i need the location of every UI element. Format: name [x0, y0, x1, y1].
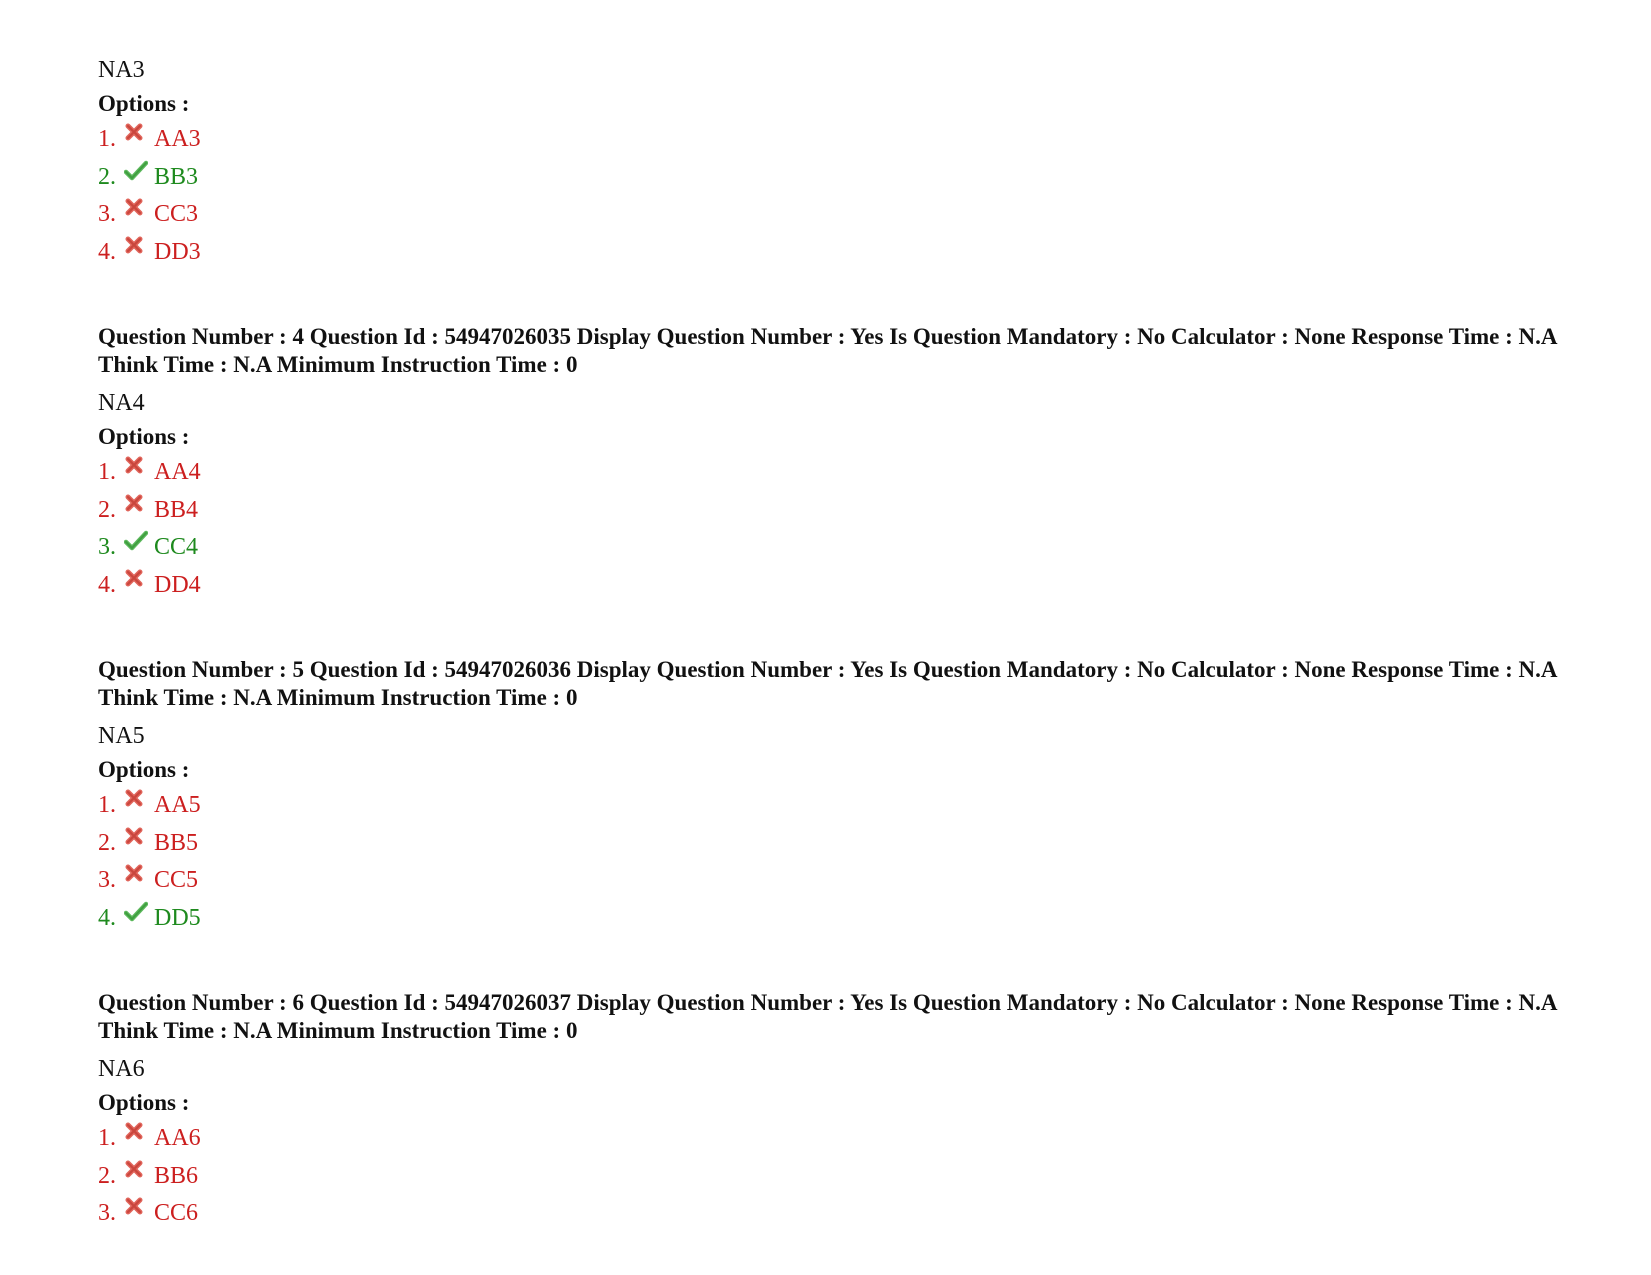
option-item: [98, 162, 1578, 200]
option-number: 3.: [98, 534, 116, 560]
options-label: Options :: [98, 757, 190, 782]
option-number: 2.: [98, 829, 116, 856]
option-item: [98, 199, 1578, 237]
options-label: Options :: [98, 91, 190, 116]
question-header: Question Number : 5 Question Id : 54947026036 Display Question Number : Yes Is Question Mandatory : No Calculator : None Response Time : N.A Think Time : N.A Minimum Instruction Time : 0: [98, 657, 1557, 710]
option-text: BB4: [154, 496, 199, 523]
option-text: AA5: [154, 792, 201, 818]
option-text: BB3: [154, 163, 199, 190]
option-number: 1.: [98, 1125, 116, 1151]
check-icon: [124, 162, 154, 186]
question-header: Question Number : 4 Question Id : 54947026035 Display Question Number : Yes Is Question Mandatory : No Calculator : None Response Time : N.A Think Time : N.A Minimum Instruction Time : 0: [98, 324, 1557, 377]
cross-icon: [124, 1198, 154, 1222]
option-item: [98, 865, 1578, 903]
option-number: 3.: [98, 201, 116, 227]
option-text: CC5: [154, 867, 199, 893]
option-item: [98, 532, 1578, 570]
option-item: [98, 457, 1578, 495]
option-number: 1.: [98, 126, 116, 152]
option-item: [98, 124, 1578, 162]
cross-icon: [124, 124, 154, 148]
options-label: Options :: [98, 424, 190, 449]
option-text: AA3: [154, 126, 201, 152]
option-text: BB6: [154, 1162, 199, 1189]
question-text: NA6: [98, 1056, 145, 1082]
question-block: [98, 54, 1578, 274]
option-number: 1.: [98, 792, 116, 818]
cross-icon: [124, 790, 154, 814]
cross-icon: [124, 1123, 154, 1147]
option-number: 4.: [98, 238, 116, 265]
cross-icon: [124, 865, 154, 889]
question-block: [98, 656, 1578, 940]
option-number: 4.: [98, 571, 116, 598]
option-text: BB5: [154, 829, 199, 856]
cross-icon: [124, 495, 154, 519]
question-text: NA4: [98, 390, 145, 416]
option-text: CC3: [154, 201, 199, 227]
option-text: DD3: [154, 238, 201, 265]
question-header: Question Number : 6 Question Id : 54947026037 Display Question Number : Yes Is Question Mandatory : No Calculator : None Response Time : N.A Think Time : N.A Minimum Instruction Time : 0: [98, 990, 1557, 1043]
question-block: [98, 323, 1578, 607]
question-text: NA3: [98, 57, 145, 83]
option-item: [98, 1198, 1578, 1236]
option-text: DD5: [154, 904, 201, 931]
options-label: Options :: [98, 1090, 190, 1115]
option-text: DD4: [154, 571, 201, 598]
cross-icon: [124, 199, 154, 223]
option-text: AA4: [154, 459, 201, 485]
option-number: 1.: [98, 459, 116, 485]
cross-icon: [124, 237, 154, 261]
option-number: 2.: [98, 163, 116, 190]
cross-icon: [124, 570, 154, 594]
option-number: 4.: [98, 904, 116, 931]
cross-icon: [124, 457, 154, 481]
option-item: [98, 790, 1578, 828]
option-number: 3.: [98, 1200, 116, 1226]
question-block: [98, 989, 1578, 1236]
option-number: 3.: [98, 867, 116, 893]
option-text: CC4: [154, 534, 199, 560]
check-icon: [124, 532, 154, 556]
cross-icon: [124, 828, 154, 852]
check-icon: [124, 903, 154, 927]
cross-icon: [124, 1161, 154, 1185]
option-text: AA6: [154, 1125, 201, 1151]
option-item: [98, 1161, 1578, 1199]
option-item: [98, 237, 1578, 275]
option-item: [98, 570, 1578, 608]
option-text: CC6: [154, 1200, 199, 1226]
option-item: [98, 903, 1578, 941]
question-paper: [98, 54, 1578, 1236]
option-number: 2.: [98, 1162, 116, 1189]
option-item: [98, 828, 1578, 866]
option-item: [98, 495, 1578, 533]
question-text: NA5: [98, 723, 145, 749]
option-item: [98, 1123, 1578, 1161]
option-number: 2.: [98, 496, 116, 523]
